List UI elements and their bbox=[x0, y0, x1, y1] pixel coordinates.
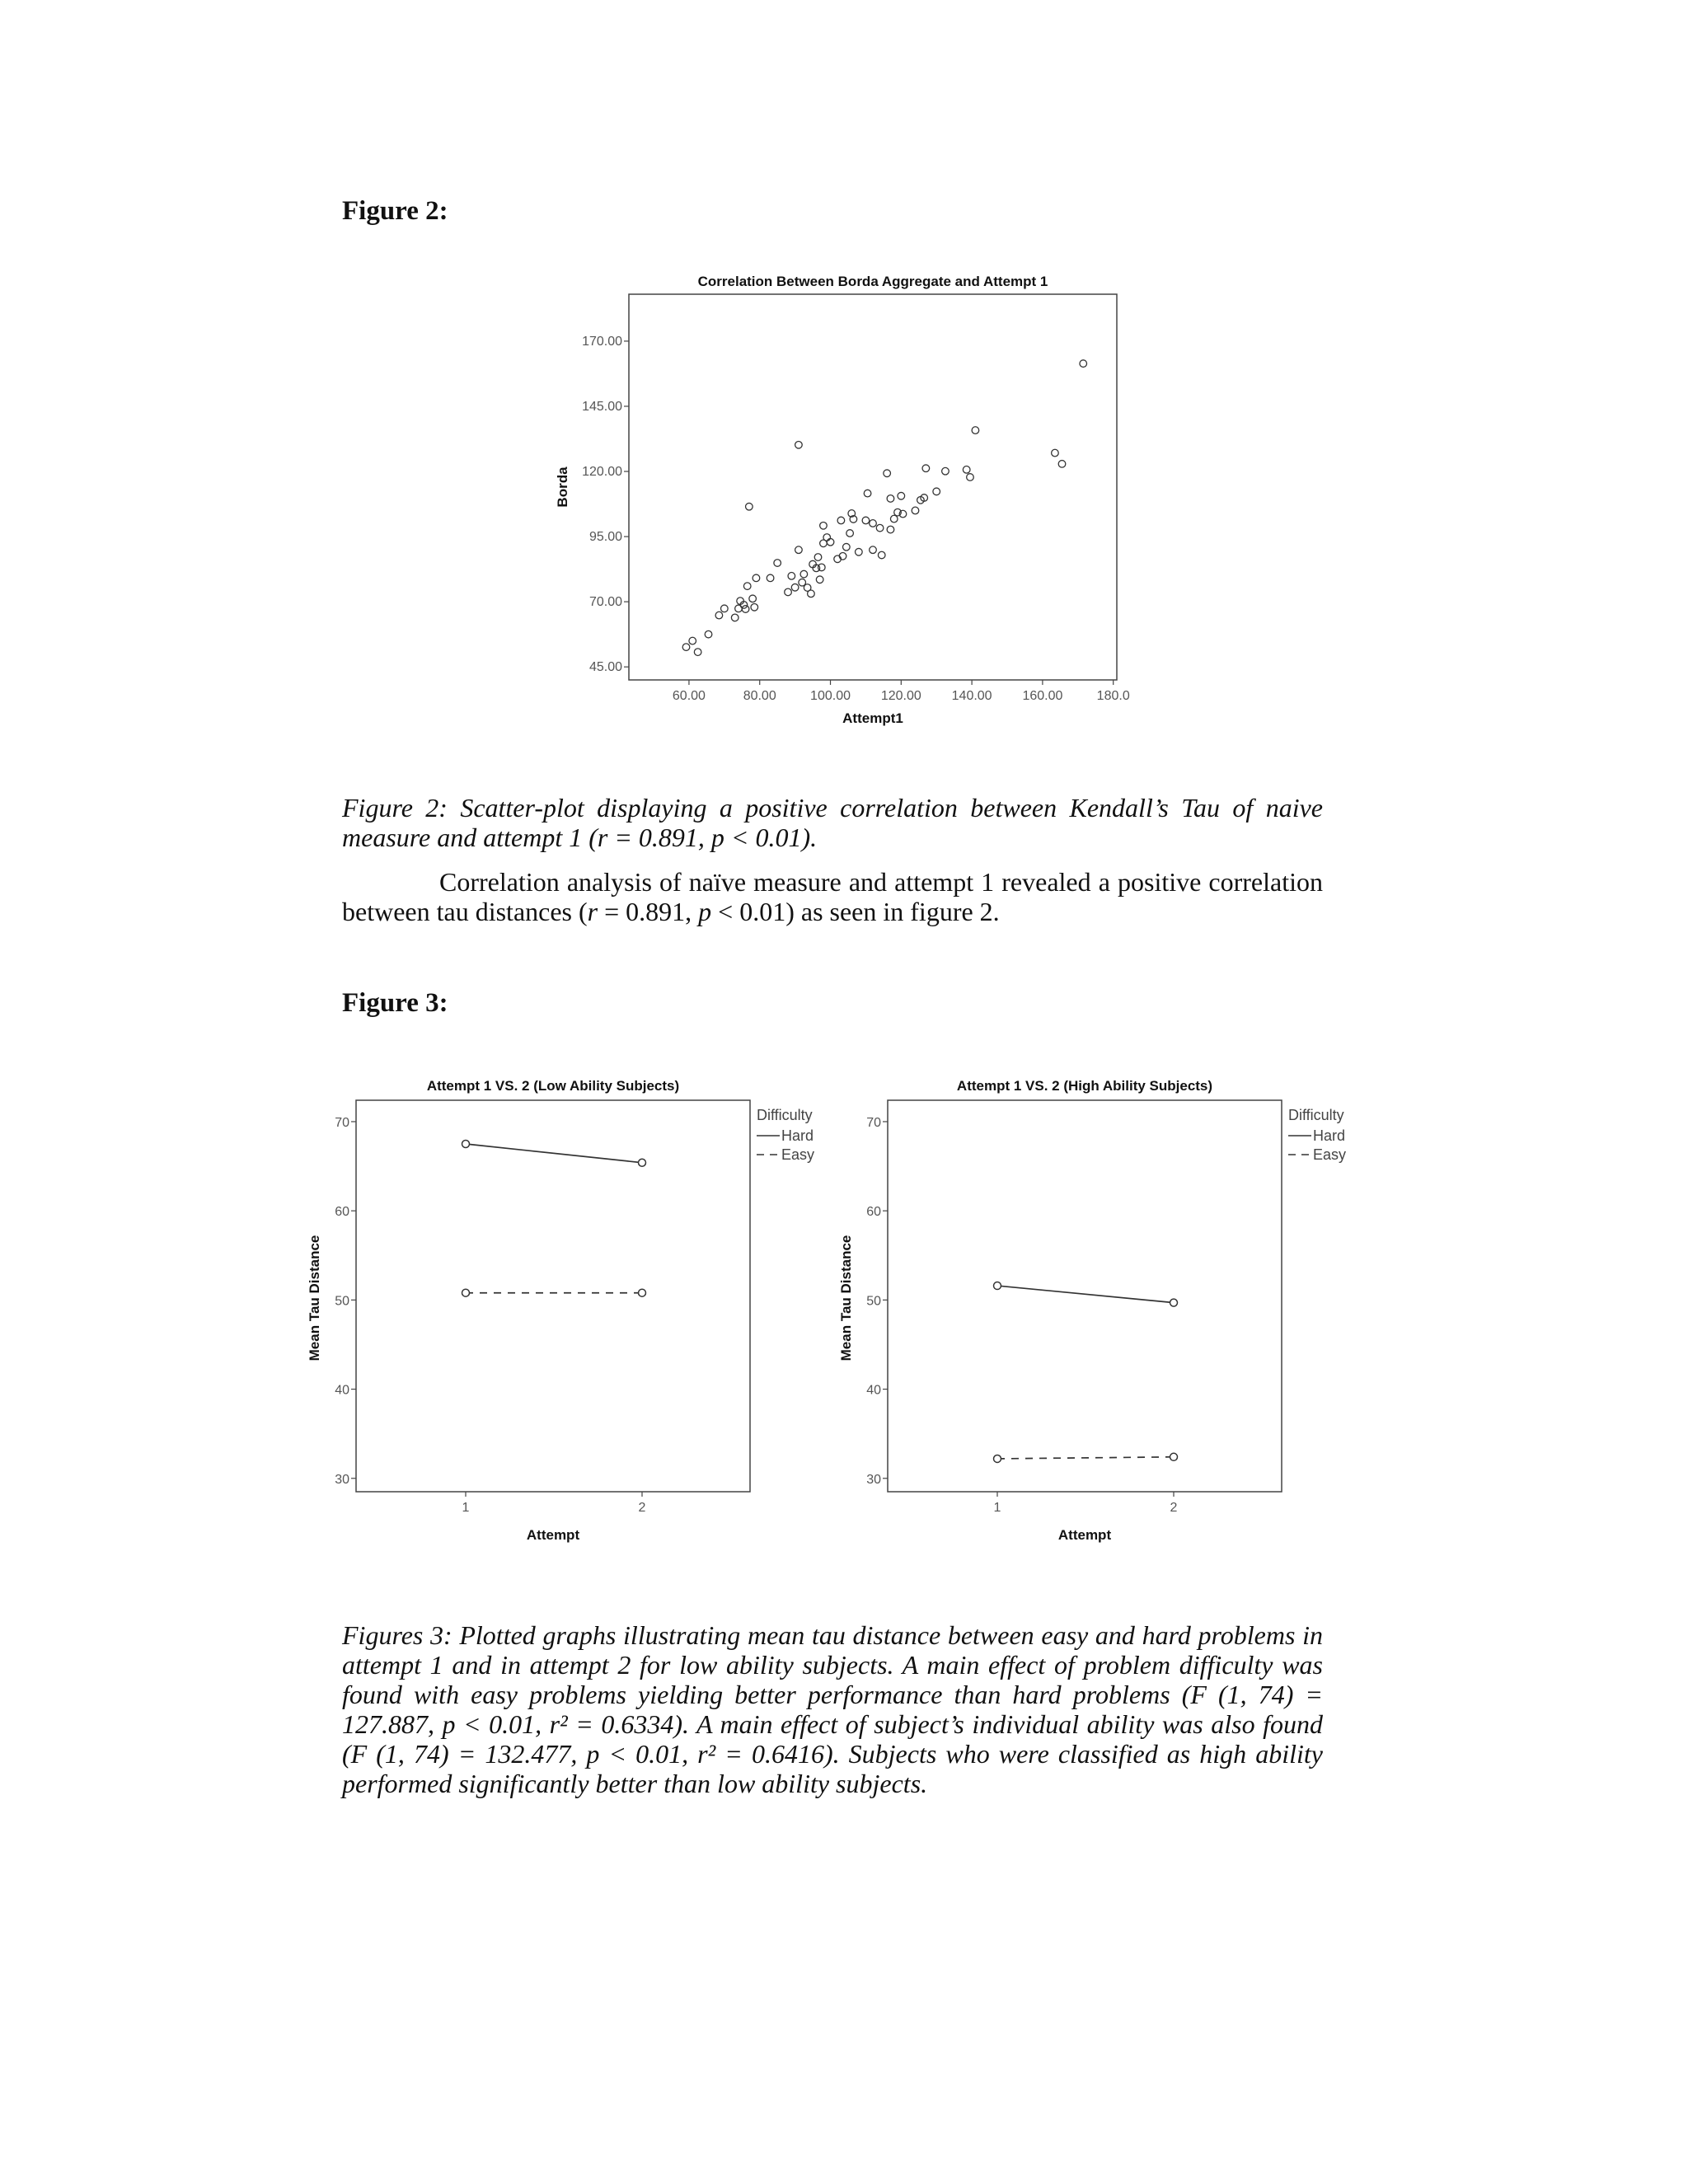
data-point-hard bbox=[639, 1159, 646, 1166]
chart-title: Attempt 1 VS. 2 (High Ability Subjects) bbox=[956, 1078, 1213, 1094]
line-chart-high-ability bbox=[828, 1067, 1372, 1570]
y-tick-label: 170.00 bbox=[582, 334, 622, 349]
data-point-hard bbox=[994, 1282, 1001, 1290]
data-point bbox=[774, 560, 781, 567]
data-point bbox=[878, 551, 885, 559]
data-point bbox=[843, 543, 851, 551]
p-symbol: p bbox=[698, 897, 712, 926]
y-tick-label: 40 bbox=[866, 1383, 881, 1398]
legend-label-easy: Easy bbox=[781, 1146, 815, 1163]
x-axis-label: Attempt1 bbox=[842, 710, 903, 726]
chart-title: Attempt 1 VS. 2 (Low Ability Subjects) bbox=[426, 1078, 680, 1094]
data-point bbox=[876, 524, 884, 532]
x-axis-label: Attempt bbox=[526, 1527, 580, 1543]
body-paragraph bbox=[342, 867, 1323, 926]
data-point bbox=[816, 576, 823, 583]
data-point bbox=[785, 588, 792, 596]
data-point-hard bbox=[1170, 1299, 1178, 1306]
y-tick-label: 70 bbox=[866, 1115, 881, 1130]
figure-3-caption: Figures 3: Plotted graphs illustrating mean tau distance between easy and hard problems in attempt 1 and in attempt 2 for low ability subjects. A main effect of problem difficulty was found with easy problems yielding better performance than hard problems (F (1, 74) = 127.887, p < 0.01, r² = 0.6334). A main effect of subject’s individual ability was also found (F (1, 74) = 132.477, p < 0.01, r² = 0.6416). Subjects who were classified as high ability performed significantly better than low ability subjects. bbox=[342, 1620, 1323, 1798]
legend-label-hard: Hard bbox=[781, 1127, 814, 1144]
legend-title: Difficulty bbox=[1288, 1107, 1344, 1123]
data-point bbox=[933, 488, 940, 495]
y-tick-label: 45.00 bbox=[588, 660, 622, 675]
data-point-easy bbox=[1170, 1453, 1178, 1460]
x-tick-label: 1 bbox=[462, 1501, 470, 1515]
data-point bbox=[694, 649, 701, 656]
line-chart-low-ability bbox=[297, 1067, 841, 1570]
data-point bbox=[1052, 449, 1059, 457]
data-point bbox=[753, 574, 760, 582]
data-point bbox=[721, 605, 729, 612]
figure-2-heading: Figure 2: bbox=[342, 196, 448, 226]
x-tick-label: 180.0 bbox=[1096, 689, 1130, 703]
data-point bbox=[967, 474, 974, 481]
y-axis-label: Borda bbox=[555, 466, 570, 508]
data-point bbox=[746, 503, 753, 510]
data-point bbox=[827, 538, 834, 546]
y-tick-label: 60 bbox=[866, 1205, 881, 1220]
data-point bbox=[800, 570, 808, 578]
y-tick-label: 70.00 bbox=[588, 595, 622, 610]
data-point-easy bbox=[639, 1289, 646, 1296]
legend-title: Difficulty bbox=[757, 1107, 813, 1123]
data-point bbox=[856, 548, 863, 555]
y-tick-label: 60 bbox=[335, 1205, 349, 1220]
data-point bbox=[682, 644, 690, 651]
y-axis-label: Mean Tau Distance bbox=[838, 1235, 854, 1361]
x-tick-label: 120.00 bbox=[880, 689, 921, 703]
data-point bbox=[887, 495, 894, 503]
body-text-part: = 0.891, bbox=[598, 897, 699, 926]
data-point bbox=[862, 517, 870, 524]
x-tick-label: 60.00 bbox=[672, 689, 706, 703]
data-point bbox=[791, 583, 799, 591]
data-point bbox=[846, 530, 854, 537]
plot-frame bbox=[629, 294, 1117, 680]
y-tick-label: 50 bbox=[866, 1294, 881, 1309]
data-point bbox=[795, 441, 803, 448]
data-point bbox=[823, 534, 831, 541]
scatter-chart bbox=[528, 264, 1154, 742]
data-point bbox=[1080, 360, 1087, 368]
data-point bbox=[742, 606, 749, 613]
y-tick-label: 40 bbox=[335, 1383, 349, 1398]
x-tick-label: 100.00 bbox=[810, 689, 851, 703]
data-point bbox=[715, 612, 723, 619]
data-point bbox=[972, 427, 979, 434]
x-tick-label: 140.00 bbox=[951, 689, 992, 703]
data-point bbox=[963, 466, 970, 474]
legend-label-hard: Hard bbox=[1313, 1127, 1346, 1144]
data-point bbox=[942, 467, 950, 475]
data-point bbox=[795, 546, 803, 554]
data-point bbox=[788, 573, 795, 580]
y-tick-label: 70 bbox=[335, 1115, 349, 1130]
x-tick-label: 2 bbox=[638, 1501, 646, 1515]
plot-frame bbox=[356, 1100, 750, 1492]
plot-frame bbox=[888, 1100, 1282, 1492]
data-point-easy bbox=[994, 1455, 1001, 1462]
data-point bbox=[705, 630, 712, 638]
series-line-hard bbox=[997, 1286, 1174, 1303]
data-point bbox=[814, 554, 822, 561]
data-point bbox=[1058, 461, 1066, 468]
data-point bbox=[767, 574, 774, 582]
data-point bbox=[864, 490, 871, 497]
y-tick-label: 30 bbox=[866, 1472, 881, 1487]
y-tick-label: 145.00 bbox=[582, 399, 622, 414]
x-tick-label: 2 bbox=[1170, 1501, 1178, 1515]
y-axis-label: Mean Tau Distance bbox=[307, 1235, 322, 1361]
y-tick-label: 30 bbox=[335, 1472, 349, 1487]
chart-title: Correlation Between Borda Aggregate and Attempt 1 bbox=[697, 274, 1048, 289]
series-line-hard bbox=[466, 1144, 642, 1163]
data-point bbox=[884, 470, 891, 477]
x-tick-label: 80.00 bbox=[743, 689, 776, 703]
data-point bbox=[818, 564, 825, 571]
figure-3-heading: Figure 3: bbox=[342, 988, 448, 1018]
figure-2-caption: Figure 2: Scatter-plot displaying a positive correlation between Kendall’s Tau of naive measure and attempt 1 (r = 0.891, p < 0.01). bbox=[342, 793, 1323, 852]
y-tick-label: 95.00 bbox=[588, 530, 622, 545]
r-symbol: r bbox=[587, 897, 598, 926]
data-point bbox=[890, 515, 898, 523]
data-point bbox=[751, 603, 758, 611]
data-point bbox=[870, 546, 877, 554]
series-line-easy bbox=[997, 1457, 1174, 1459]
x-tick-label: 160.00 bbox=[1022, 689, 1063, 703]
data-point bbox=[912, 507, 919, 514]
data-point bbox=[870, 520, 877, 527]
y-tick-label: 50 bbox=[335, 1294, 349, 1309]
data-point-hard bbox=[462, 1141, 470, 1148]
data-point bbox=[898, 492, 905, 499]
x-axis-label: Attempt bbox=[1057, 1527, 1112, 1543]
body-text-part: Correlation analysis of naïve measure and attempt 1 revealed a positive correlation between tau distances ( bbox=[342, 867, 1323, 926]
data-point bbox=[743, 583, 751, 590]
data-point bbox=[808, 590, 815, 598]
data-point bbox=[749, 595, 757, 602]
x-tick-label: 1 bbox=[993, 1501, 1001, 1515]
y-tick-label: 120.00 bbox=[582, 465, 622, 480]
data-point bbox=[689, 637, 696, 644]
data-point bbox=[887, 526, 894, 533]
data-point-easy bbox=[462, 1289, 470, 1296]
legend-label-easy: Easy bbox=[1313, 1146, 1347, 1163]
data-point bbox=[820, 523, 828, 530]
data-point bbox=[731, 614, 738, 621]
body-text-part: < 0.01) as seen in figure 2. bbox=[711, 897, 1000, 926]
data-point bbox=[922, 465, 930, 472]
data-point bbox=[837, 517, 845, 524]
